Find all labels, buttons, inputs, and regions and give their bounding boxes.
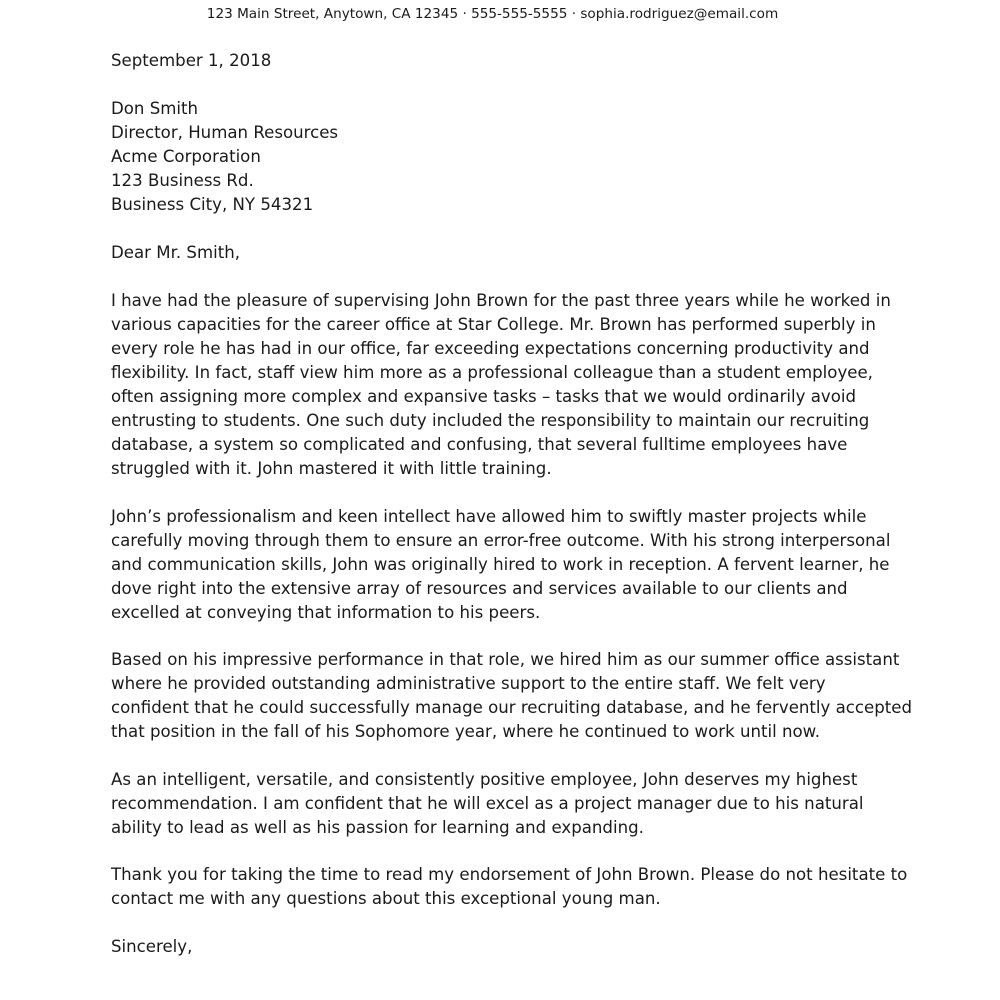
paragraph-line: that position in the fall of his Sophomore year, where he continued to work until now. <box>111 722 821 741</box>
recipient-title: Director, Human Resources <box>111 123 339 142</box>
paragraph-line: contact me with any questions about this exceptional young man. <box>111 889 661 908</box>
body-paragraph-3 <box>111 648 913 744</box>
paragraph-line: every role he has had in our office, far exceeding expectations concerning productivity and <box>111 339 870 358</box>
body-paragraph-4 <box>111 768 901 840</box>
salutation: Dear Mr. Smith, <box>111 243 241 262</box>
paragraph-line: excelled at conveying that information to his peers. <box>111 603 541 622</box>
paragraph-line: John’s professionalism and keen intellect have allowed him to swiftly master projects while <box>111 507 867 526</box>
paragraph-line: struggled with it. John mastered it with little training. <box>111 459 552 478</box>
paragraph-line: and communication skills, John was originally hired to work in reception. A fervent learner, he <box>111 555 890 574</box>
recipient-city-state-zip: Business City, NY 54321 <box>111 195 314 214</box>
recipient-company: Acme Corporation <box>111 147 261 166</box>
paragraph-line: confident that he could successfully manage our recruiting database, and he fervently accepted <box>111 698 913 717</box>
paragraph-line: As an intelligent, versatile, and consistently positive employee, John deserves my highest <box>111 770 858 789</box>
paragraph-line: I have had the pleasure of supervising John Brown for the past three years while he worked in <box>111 291 891 310</box>
paragraph-line: ability to lead as well as his passion for learning and expanding. <box>111 818 644 837</box>
paragraph-line: various capacities for the career office at Star College. Mr. Brown has performed superbly in <box>111 315 876 334</box>
body-paragraph-1 <box>111 289 901 481</box>
paragraph-line: often assigning more complex and expansive tasks – tasks that we would ordinarily avoid <box>111 387 857 406</box>
paragraph-line: where he provided outstanding administrative support to the entire staff. We felt very <box>111 674 826 693</box>
recipient-street: 123 Business Rd. <box>111 171 254 190</box>
paragraph-line: Based on his impressive performance in that role, we hired him as our summer office assistant <box>111 650 900 669</box>
closing: Sincerely, <box>111 937 193 956</box>
letter-date: September 1, 2018 <box>111 51 272 70</box>
recipient-name: Don Smith <box>111 99 199 118</box>
paragraph-line: recommendation. I am confident that he will excel as a project manager due to his natural <box>111 794 864 813</box>
paragraph-line: flexibility. In fact, staff view him more as a professional colleague than a student employee, <box>111 363 873 382</box>
letterhead-contact-line: 123 Main Street, Anytown, CA 12345 · 555-555-5555 · sophia.rodriguez@email.com <box>206 6 779 22</box>
paragraph-line: carefully moving through them to ensure an error-free outcome. With his strong interpersonal <box>111 531 891 550</box>
paragraph-line: database, a system so complicated and confusing, that several fulltime employees have <box>111 435 848 454</box>
paragraph-line: entrusting to students. One such duty included the responsibility to maintain our recruiting <box>111 411 870 430</box>
paragraph-line: dove right into the extensive array of resources and services available to our clients and <box>111 579 848 598</box>
paragraph-line: Thank you for taking the time to read my endorsement of John Brown. Please do not hesitate to <box>111 865 908 884</box>
recipient-address-block <box>111 97 901 217</box>
body-paragraph-5 <box>111 863 908 911</box>
body-paragraph-2 <box>111 505 901 625</box>
